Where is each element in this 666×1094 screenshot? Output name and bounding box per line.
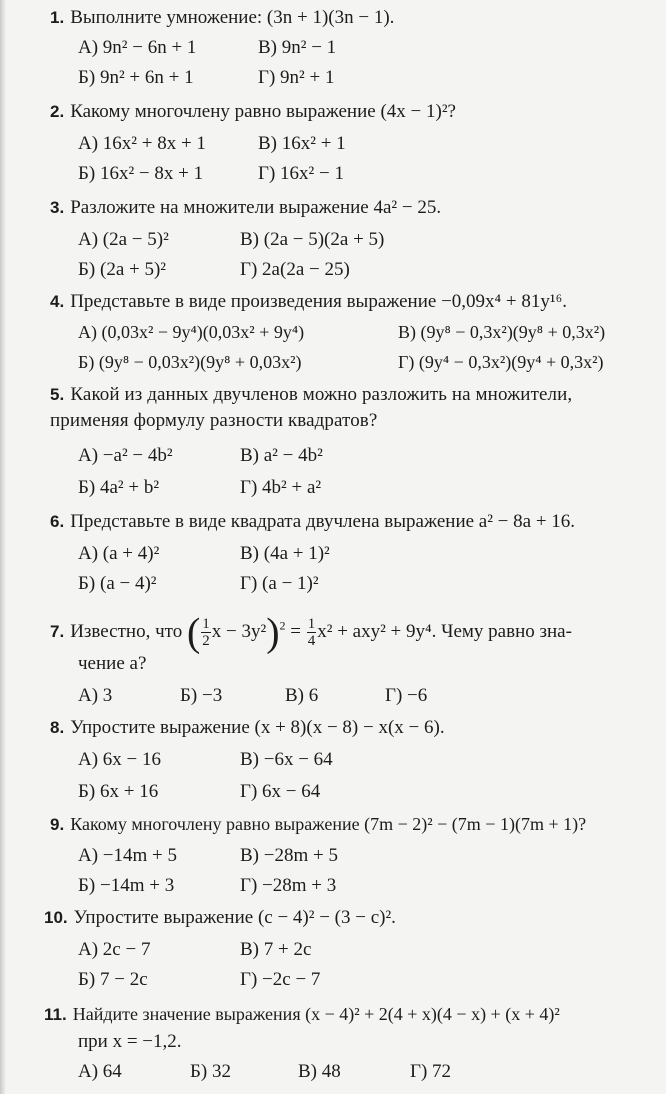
option-d[interactable]: Г) 2a(2a − 25) (240, 259, 350, 280)
question-text: Упростите выражение (x + 8)(x − 8) − x(x − 6). (70, 717, 445, 738)
option-a[interactable]: А) 6x − 16 (78, 749, 162, 770)
fraction-half (201, 616, 211, 649)
fraction-numerator: 1 (307, 616, 316, 633)
option-b[interactable]: В) −28m + 5 (240, 845, 338, 866)
option-d[interactable]: Г) 72 (410, 1061, 452, 1082)
option-b[interactable]: В) 16x² + 1 (258, 133, 346, 154)
question-7-line2: чение a? (78, 653, 147, 674)
question-6 (50, 510, 652, 534)
option-b[interactable]: В) a² − 4b² (240, 445, 323, 466)
option-b[interactable]: Б) 32 (190, 1061, 231, 1082)
option-c[interactable]: Б) 4a² + b² (78, 477, 160, 498)
option-c[interactable]: Б) 9n² + 6n + 1 (78, 67, 194, 88)
option-d[interactable]: Г) 16x² − 1 (258, 163, 344, 184)
question-number: 5. (50, 385, 65, 404)
option-b[interactable]: В) −6x − 64 (240, 749, 333, 770)
question-number: 10. (44, 908, 68, 927)
question-7 (50, 609, 652, 655)
question-text: Какому многочлену равно выражение (7m − 2)² − (7m − 1)(7m + 1)? (70, 814, 587, 834)
option-d[interactable]: Г) (9y⁴ − 0,3x²)(9y⁴ + 0,3x²) (398, 352, 604, 372)
option-d[interactable]: Г) 4b² + a² (240, 477, 322, 498)
question-number: 2. (50, 102, 65, 121)
equals-sign: = (290, 621, 301, 642)
question-text: Упростите выражение (c − 4)² − (3 − c)². (73, 907, 396, 928)
option-b[interactable]: В) 7 + 2c (240, 939, 312, 960)
question-number: 3. (50, 198, 65, 217)
question-11-line2: при x = −1,2. (78, 1031, 182, 1052)
question-10 (44, 906, 652, 930)
question-text: Представьте в виде квадрата двучлена выражение a² − 8a + 16. (70, 511, 576, 532)
option-a[interactable]: А) −a² − 4b² (78, 445, 173, 466)
fraction-denominator: 4 (307, 633, 316, 650)
question-text: Известно, что (70, 621, 183, 642)
option-c[interactable]: В) 48 (298, 1061, 341, 1082)
option-d[interactable]: Г) (a − 1)² (240, 573, 319, 594)
option-d[interactable]: Г) 6x − 64 (240, 781, 321, 802)
expression-after: x² + axy² + 9y⁴. Чему равно зна- (317, 621, 572, 642)
question-5 (50, 382, 650, 434)
option-b[interactable]: Б) −3 (180, 685, 223, 706)
option-c[interactable]: Б) 6x + 16 (78, 781, 159, 802)
option-c[interactable]: Б) −14m + 3 (78, 875, 175, 896)
option-c[interactable]: Б) 7 − 2c (78, 969, 148, 990)
question-3 (50, 196, 652, 220)
option-a[interactable]: А) (a + 4)² (78, 543, 160, 564)
left-paren: ( (186, 609, 201, 655)
expression-middle: x − 3y² (211, 621, 267, 642)
option-b[interactable]: В) 9n² − 1 (258, 37, 337, 58)
question-9 (50, 812, 652, 837)
option-a[interactable]: А) 9n² − 6n + 1 (78, 37, 197, 58)
option-c[interactable]: Б) (a − 4)² (78, 573, 157, 594)
option-a[interactable]: А) 2c − 7 (78, 939, 151, 960)
option-d[interactable]: Г) −28m + 3 (240, 875, 337, 896)
option-c[interactable]: Б) (2a + 5)² (78, 259, 166, 280)
option-d[interactable]: Г) −2c − 7 (240, 969, 321, 990)
option-a[interactable]: А) (2a − 5)² (78, 229, 169, 250)
question-number: 8. (50, 718, 65, 737)
question-4 (50, 290, 652, 314)
fraction-numerator: 1 (202, 616, 210, 633)
question-11 (44, 1002, 652, 1027)
option-b[interactable]: В) (2a − 5)(2a + 5) (240, 229, 385, 250)
question-text: Какой из данных двучленов можно разложить на множители, применяя формулу разности квадратов? (50, 384, 573, 431)
page-edge-shadow (0, 0, 6, 1094)
option-a[interactable]: А) 3 (78, 685, 113, 706)
option-c[interactable]: Б) 16x² − 8x + 1 (78, 163, 204, 184)
question-text: Какому многочлену равно выражение (4x − 1)²? (70, 101, 456, 122)
question-number: 7. (50, 622, 65, 641)
question-number: 11. (44, 1005, 67, 1024)
question-number: 6. (50, 512, 65, 531)
question-text: Выполните умножение: (3n + 1)(3n − 1). (70, 7, 395, 28)
option-b[interactable]: В) (9y⁸ − 0,3x²)(9y⁸ + 0,3x²) (398, 322, 606, 342)
question-number: 9. (50, 815, 65, 834)
fraction-denominator: 2 (202, 633, 210, 650)
option-a[interactable]: А) 16x² + 8x + 1 (78, 133, 206, 154)
fraction-quarter (307, 616, 317, 649)
option-a[interactable]: А) 64 (78, 1061, 122, 1082)
question-1 (50, 6, 652, 30)
question-text: Представьте в виде произведения выражение −0,09x⁴ + 81y¹⁶. (70, 291, 567, 312)
option-a[interactable]: А) −14m + 5 (78, 845, 178, 866)
power-2: 2 (279, 618, 286, 633)
option-b[interactable]: В) (4a + 1)² (240, 543, 330, 564)
question-text: Разложите на множители выражение 4a² − 25. (70, 197, 442, 218)
option-a[interactable]: А) (0,03x² − 9y⁴)(0,03x² + 9y⁴) (78, 322, 305, 342)
question-number: 4. (50, 292, 65, 311)
option-d[interactable]: Г) −6 (385, 685, 428, 706)
question-text: Найдите значение выражения (x − 4)² + 2(4 + x)(4 − x) + (x + 4)² (72, 1004, 560, 1024)
option-c[interactable]: Б) (9y⁸ − 0,03x²)(9y⁸ + 0,03x²) (78, 352, 302, 372)
question-2 (50, 100, 652, 124)
option-c[interactable]: В) 6 (285, 685, 319, 706)
question-number: 1. (50, 8, 65, 27)
option-d[interactable]: Г) 9n² + 1 (258, 67, 335, 88)
question-8 (50, 716, 652, 740)
right-paren: ) (266, 609, 280, 655)
